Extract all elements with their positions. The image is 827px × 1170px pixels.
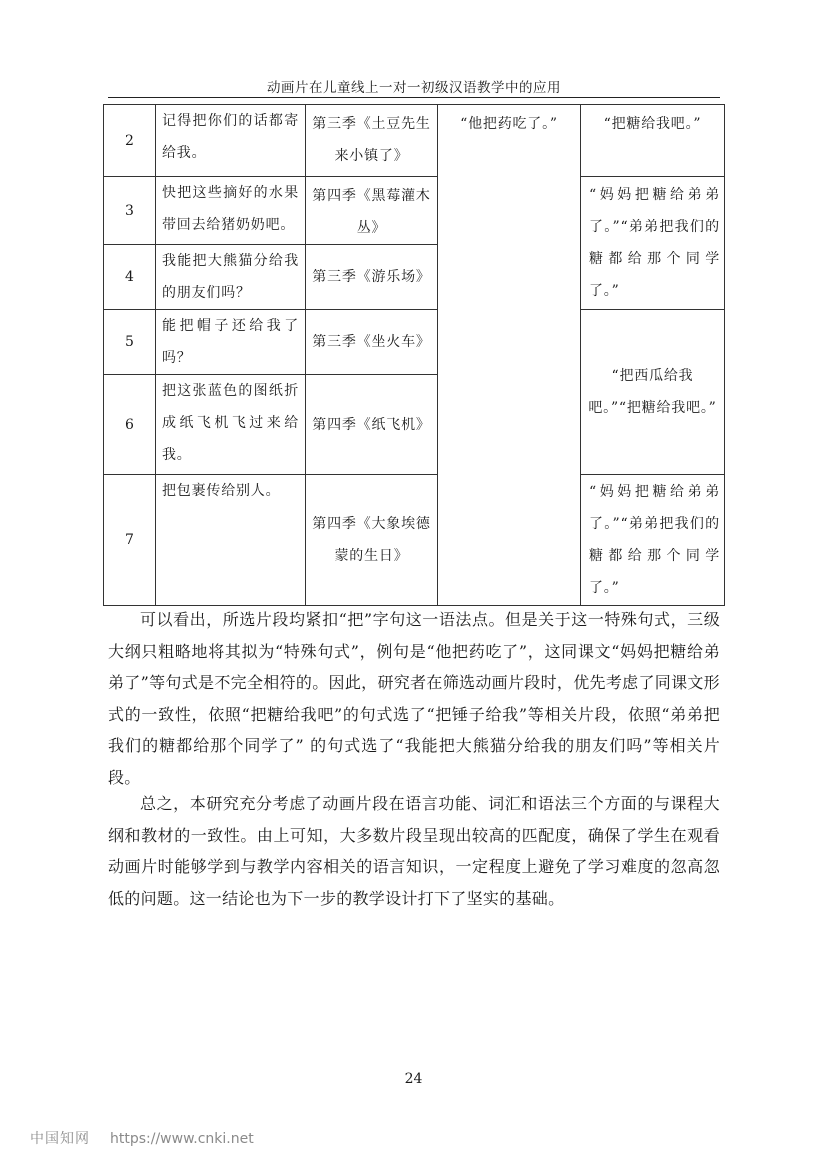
segment-text: 快把这些摘好的水果带回去给猪奶奶吧。 <box>162 185 299 233</box>
comparison-table <box>103 104 725 606</box>
syllabus-example-cell: “他把药吃了。” <box>460 116 558 132</box>
row-number: 4 <box>104 245 156 310</box>
watermark-brand: 中国知网 <box>30 1131 90 1147</box>
running-header: 动画片在儿童线上一对一初级汉语教学中的应用 <box>267 80 561 96</box>
episode-cell: 第四季《纸飞机》 <box>312 416 431 433</box>
curriculum-sentence-cell: “妈妈把糖给弟弟了。”“弟弟把我们的糖都给那个同学了。” <box>589 187 720 299</box>
episode-cell: 第三季《土豆先生来小镇了》 <box>312 116 431 164</box>
curriculum-sentence-cell: “妈妈把糖给弟弟了。”“弟弟把我们的糖都给那个同学了。” <box>589 484 720 596</box>
episode-cell: 第四季《黑莓灌木丛》 <box>312 188 431 236</box>
row-number: 5 <box>104 310 156 375</box>
table-row <box>104 475 725 606</box>
row-number: 2 <box>104 105 156 177</box>
episode-cell: 第三季《游乐场》 <box>312 269 431 285</box>
curriculum-sentence-cell: “把西瓜给我吧。”“把糖给我吧。” <box>588 368 717 416</box>
page-number: 24 <box>404 1071 423 1087</box>
segment-text: 能把帽子还给我了吗？ <box>162 318 299 366</box>
row-number: 7 <box>104 475 156 606</box>
row-number: 3 <box>104 177 156 245</box>
cnki-watermark <box>30 1128 254 1148</box>
body-paragraph: 总之，本研究充分考虑了动画片段在语言功能、词汇和语法三个方面的与课程大纲和教材的一致性。由上可知，大多数片段呈现出较高的匹配度，确保了学生在观看动画片时能够学到与教学内容相关的语言知识，一定程度上避免了学习难度的忽高忽低的问题。这一结论也为下一步的教学设计打下了坚实的基础。 <box>108 794 720 908</box>
segment-text: 记得把你们的话都寄给我。 <box>162 113 299 161</box>
episode-cell: 第四季《大象埃德蒙的生日》 <box>312 516 431 564</box>
segment-text: 我能把大熊猫分给我的朋友们吗？ <box>162 253 299 301</box>
segment-text: 把这张蓝色的图纸折成纸飞机飞过来给我。 <box>162 383 299 463</box>
table-row <box>104 310 725 375</box>
segment-text: 把包裹传给别人。 <box>162 483 281 499</box>
curriculum-sentence-cell: “把糖给我吧。” <box>603 116 702 132</box>
episode-cell: 第三季《坐火车》 <box>312 334 431 350</box>
body-paragraph: 可以看出，所选片段均紧扣“把”字句这一语法点。但是关于这一特殊句式，三级大纲只粗略地将其拟为“特殊句式”，例句是“他把药吃了”，这同课文“妈妈把糖给弟弟了”等句式是不完全相符的。因此，研究者在筛选动画片段时，优先考虑了同课文形式的一致性，依照“把糖给我吧”的句式选了“把锤子给我”等相关片段，依照“弟弟把我们的糖都给那个同学了” 的句式选了“我能把大熊猫分给我的朋友们吗”等相关片段。 <box>108 610 720 787</box>
watermark-url: https://www.cnki.net <box>110 1131 254 1147</box>
table-row <box>104 105 725 177</box>
table-row <box>104 177 725 245</box>
row-number: 6 <box>104 375 156 475</box>
header-rule <box>108 97 720 98</box>
